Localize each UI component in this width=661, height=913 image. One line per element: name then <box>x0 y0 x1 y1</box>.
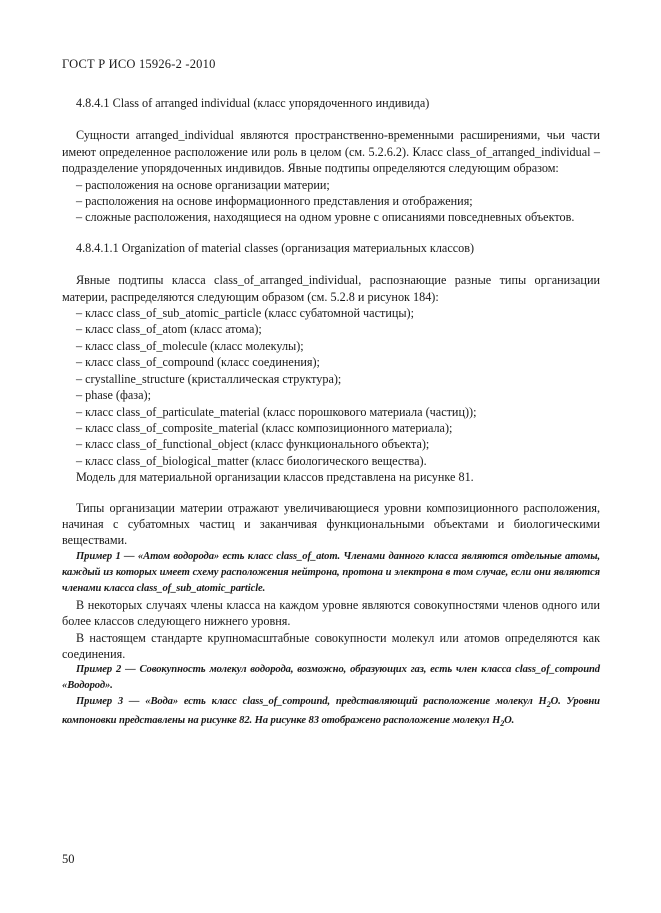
list-item: – crystalline_structure (кристаллическая структура); <box>76 371 342 386</box>
list-item: – класс class_of_composite_material (класс композиционного материала); <box>76 420 453 435</box>
paragraph-arranged-individual: Сущности arranged_individual являются пространственно-временными расширениями, чьи части имеют определенное расположение или роль в целом (см. 5.2.6.2). Класс class_of_arranged_individual – подразделение упорядоченных индивидов. Явные подтипы определяются следующим образом: <box>62 128 600 176</box>
example-3-part-c: O. <box>504 715 515 727</box>
paragraph-material-subtypes: Явные подтипы класса class_of_arranged_individual, распознающие разные типы организации материи, распределяются следующим образом (см. 5.2.8 и рисунок 184): <box>62 273 600 304</box>
list-item: – класс class_of_atom (класс атома); <box>76 322 262 337</box>
list-item: – сложные расположения, находящиеся на одном уровне с описаниями повседневных объектов. <box>76 210 575 225</box>
page-body <box>62 95 600 733</box>
paragraph-compounds: В настоящем стандарте крупномасштабные совокупности молекул или атомов определяются как соединения. <box>62 630 600 661</box>
list-item: – класс class_of_functional_object (класс функционального объекта); <box>76 437 430 452</box>
example-2: Пример 2 — Совокупность молекул водорода, возможно, образующих газ, есть член класса class_of_compound «Водород». <box>62 664 600 692</box>
list-item: – класс class_of_molecule (класс молекулы); <box>76 338 304 353</box>
list-item: – класс class_of_biological_matter (класс биологического вещества). <box>76 453 427 468</box>
list-item: – класс class_of_compound (класс соединения); <box>76 355 320 370</box>
paragraph-organization-levels: Типы организации материи отражают увеличивающиеся уровни композиционного расположения, начиная с субатомных частиц и заканчивая функциональными объектами и биологическими веществами. <box>62 500 600 548</box>
list-item: – phase (фаза); <box>76 388 151 403</box>
subscript-2: 2 <box>546 700 551 710</box>
section-title-4-8-4-1: 4.8.4.1 Class of arranged individual (класс упорядоченного индивида) <box>76 96 430 110</box>
subscript-2: 2 <box>500 719 505 729</box>
paragraph-aggregates: В некоторых случаях члены класса на каждом уровне являются совокупностями членов одного или более классов следующего нижнего уровня. <box>62 597 600 629</box>
list-item: – класс class_of_particulate_material (класс порошкового материала (частиц)); <box>76 404 477 419</box>
material-class-list <box>62 305 600 469</box>
paragraph-model-reference: Модель для материальной организации классов представлена на рисунке 81. <box>76 470 474 485</box>
document-header: ГОСТ Р ИСО 15926-2 -2010 <box>62 57 216 71</box>
arrangement-list <box>62 177 600 226</box>
list-item: – расположения на основе организации материи; <box>76 177 330 192</box>
example-3 <box>62 694 600 732</box>
example-3-part-a: Пример 3 — «Вода» есть класс class_of_compound, представляющий расположение молекул H <box>76 696 547 708</box>
page-number: 50 <box>62 852 75 866</box>
list-item: – класс class_of_sub_atomic_particle (класс субатомной частицы); <box>76 306 415 321</box>
list-item: – расположения на основе информационного представления и отображения; <box>76 194 473 209</box>
section-title-4-8-4-1-1: 4.8.4.1.1 Organization of material classes (организация материальных классов) <box>76 240 475 255</box>
example-3-part-b: O. Уровни компоновки представлены на рисунке 82. На рисунке 83 отображено расположение молекул H <box>62 696 600 727</box>
example-1: Пример 1 — «Атом водорода» есть класс class_of_atom. Членами данного класса являются отдельные атомы, каждый из которых имеет схему расположения нейтрона, протона и электрона в том случае, если они являются членами класса class_of_sub_atomic_particle. <box>62 550 600 594</box>
